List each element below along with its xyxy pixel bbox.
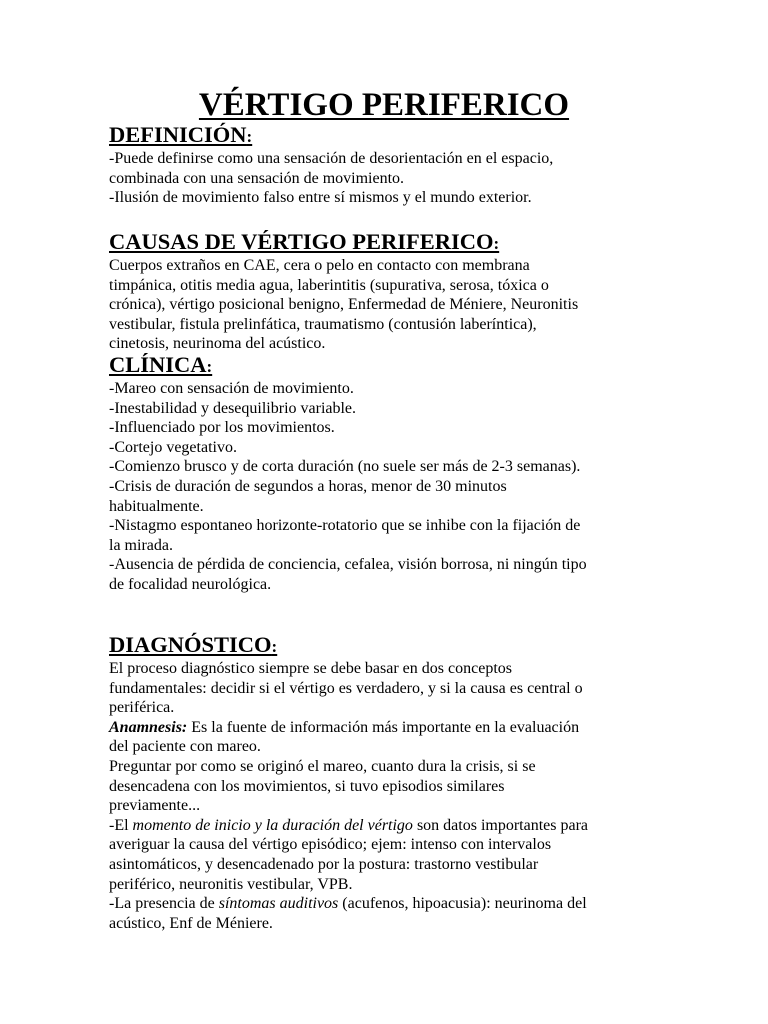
text-line: desencadena con los movimientos, si tuvo episodios similares <box>109 777 505 795</box>
causes-section <box>109 229 669 354</box>
clinical-body <box>109 379 669 595</box>
text-line: habitualmente. <box>109 497 204 515</box>
text-line: -Puede definirse como una sensación de desorientación en el espacio, <box>109 150 554 167</box>
text-line: -Inestabilidad y desequilibrio variable. <box>109 399 357 417</box>
text-line: Cuerpos extraños en CAE, cera o pelo en contacto con membrana <box>109 257 530 274</box>
clinical-heading <box>109 352 669 379</box>
text-line: vestibular, fistula prelinfática, traumatismo (contusión laberíntica), <box>109 315 537 333</box>
text-line: periférica. <box>109 699 175 717</box>
text-line: averiguar la causa del vértigo episódico; ejem: intenso con intervalos <box>109 836 552 854</box>
sintomas-emphasis: síntomas auditivos <box>218 895 339 913</box>
diagnosis-heading-colon: : <box>271 637 278 656</box>
text-line: de focalidad neurológica. <box>109 575 272 593</box>
clinical-heading-text: CLÍNICA <box>109 352 207 377</box>
momento-post: son datos importantes para <box>412 816 589 834</box>
text-line: -Ausencia de pérdida de conciencia, cefalea, visión borrosa, ni ningún tipo <box>109 556 587 574</box>
anamnesis-line <box>109 718 669 738</box>
text-line: crónica), vértigo posicional benigno, Enfermedad de Méniere, Neuronitis <box>109 296 579 314</box>
text-line: -Nistagmo espontaneo horizonte-rotatorio que se inhibe con la fijación de <box>109 517 581 535</box>
text-line: El proceso diagnóstico siempre se debe basar en dos conceptos <box>109 660 512 677</box>
clinical-section <box>109 352 669 595</box>
text-line: -Ilusión de movimiento falso entre sí mismos y el mundo exterior. <box>109 189 532 207</box>
text-line: cinetosis, neurinoma del acústico. <box>109 335 326 353</box>
text-line: -Mareo con sensación de movimiento. <box>109 380 354 397</box>
diagnosis-heading-text: DIAGNÓSTICO <box>109 632 272 657</box>
definition-heading-colon: : <box>246 127 253 146</box>
momento-line <box>109 816 669 836</box>
diagnosis-body <box>109 659 669 933</box>
text-line: periférico, neuronitis vestibular, VPB. <box>109 875 353 893</box>
causes-heading <box>109 229 669 256</box>
text-line: previamente... <box>109 797 201 815</box>
causes-heading-text: CAUSAS DE VÉRTIGO PERIFERICO <box>109 229 494 254</box>
text-line: -Comienzo brusco y de corta duración (no suele ser más de 2-3 semanas). <box>109 458 581 476</box>
diagnosis-section <box>109 632 669 933</box>
definition-heading-text: DEFINICIÓN <box>109 122 247 147</box>
definition-heading <box>109 122 669 149</box>
definition-body <box>109 149 669 208</box>
text-line: asintomáticos, y desencadenado por la postura: trastorno vestibular <box>109 855 539 873</box>
anamnesis-text: Es la fuente de información más importante en la evaluación <box>187 718 580 736</box>
text-line: del paciente con mareo. <box>109 738 261 756</box>
sintomas-post: (acufenos, hipoacusia): neurinoma del <box>338 895 587 913</box>
text-line: combinada con una sensación de movimiento. <box>109 169 405 187</box>
sintomas-pre: -La presencia de <box>109 895 219 913</box>
text-line: la mirada. <box>109 536 173 554</box>
anamnesis-label: Anamnesis: <box>109 718 188 736</box>
text-line: acústico, Enf de Méniere. <box>109 914 273 932</box>
text-line: -Crisis de duración de segundos a horas, menor de 30 minutos <box>109 477 507 495</box>
definition-section <box>109 122 669 208</box>
text-line: fundamentales: decidir si el vértigo es verdadero, y si la causa es central o <box>109 679 583 697</box>
diagnosis-heading <box>109 632 669 659</box>
momento-emphasis: momento de inicio y la duración del vértigo <box>132 816 413 834</box>
text-line: Preguntar por como se originó el mareo, cuanto dura la crisis, si se <box>109 757 536 775</box>
causes-body <box>109 256 669 354</box>
causes-heading-colon: : <box>493 234 500 253</box>
page-title: VÉRTIGO PERIFERICO <box>198 87 570 123</box>
text-line: -Cortejo vegetativo. <box>109 438 237 456</box>
text-line: -Influenciado por los movimientos. <box>109 419 335 437</box>
clinical-heading-colon: : <box>206 357 213 376</box>
momento-pre: -El <box>109 816 133 834</box>
sintomas-line <box>109 894 669 914</box>
text-line: timpánica, otitis media agua, laberintitis (supurativa, serosa, tóxica o <box>109 276 549 294</box>
